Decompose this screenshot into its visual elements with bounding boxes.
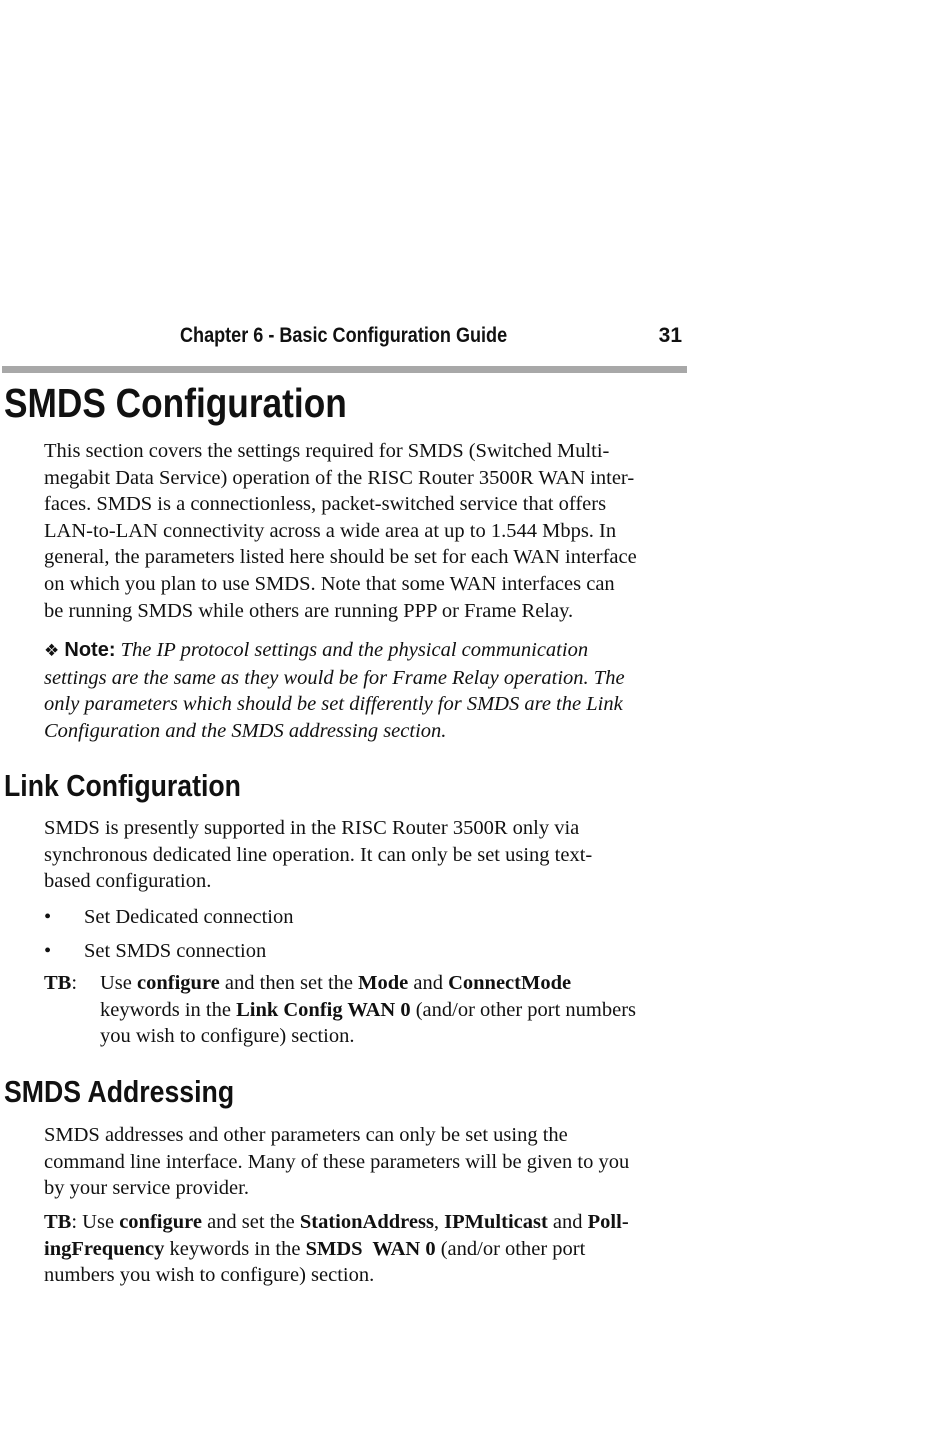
tb-label: TB <box>44 1211 72 1233</box>
bullet-icon: • <box>44 906 52 928</box>
tb-label: TB: <box>44 972 78 994</box>
section-title: SMDS Configuration <box>4 380 347 426</box>
link-configuration-heading: Link Configuration <box>4 768 241 803</box>
note-diamond-icon: ❖ <box>44 641 60 661</box>
running-header <box>0 324 686 354</box>
bullet-icon: • <box>44 939 52 962</box>
chapter-title: Chapter 6 - Basic Configuration Guide <box>180 324 508 347</box>
header-rule <box>2 366 687 373</box>
intro-paragraph: This section covers the settings required for SMDS (Switched Multi- megabit Data Service) operation of the RISC Router 3500R WAN inter- faces. SMDS is a connectionless, packet-switched service that offers LAN-to-LAN connectivity across a wide area at up to 1.544 Mbps. In general, the parameters listed here should be set for each WAN interface on which you plan to use SMDS. Note that some WAN interfaces can be running SMDS while others are running PPP or Frame Relay. <box>44 440 637 622</box>
note-text: The IP protocol settings and the physical communication <box>120 639 589 661</box>
note-label: Note: <box>64 639 116 661</box>
smds-addressing-paragraph: SMDS addresses and other parameters can only be set using the command line interface. Many of these parameters will be given to you by your service provider. <box>44 1124 630 1200</box>
tb-instruction-addressing: TB: Use configure and set the StationAddress, IPMulticast and Poll- ingFrequency keywords in the SMDS WAN 0 (and/or other port numbers you wish to configure) section. <box>44 1211 629 1287</box>
smds-addressing-heading: SMDS Addressing <box>4 1074 235 1109</box>
note-callout: ❖ Note: The IP protocol settings and the physical communication settings are the same as they would be for Frame Relay operation. The only parameters which should be set differently for SMDS are the Link Configuration and the SMDS addressing section. <box>44 639 625 742</box>
link-configuration-paragraph: SMDS is presently supported in the RISC Router 3500R only via synchronous dedicated line operation. It can only be set using text- based configuration. <box>44 817 593 893</box>
page-number: 31 <box>658 324 682 347</box>
